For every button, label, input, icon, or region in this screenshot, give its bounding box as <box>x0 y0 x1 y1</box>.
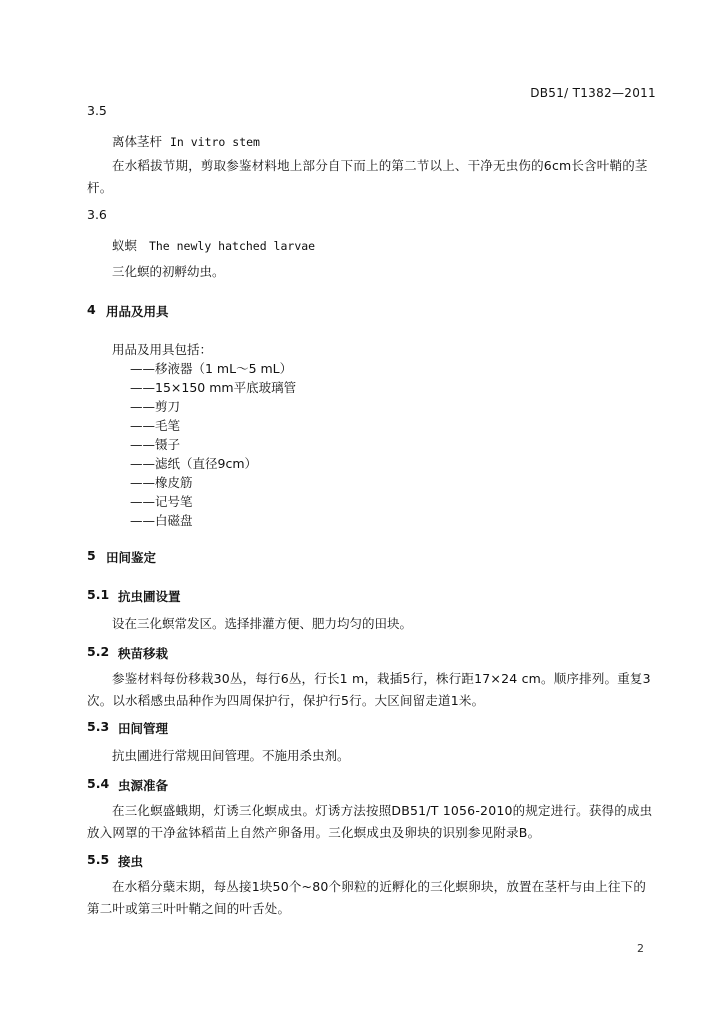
section-5-number: 5 <box>87 548 96 563</box>
term-3-5-cn: 离体茎杆 <box>112 134 163 149</box>
section-5-title: 田间鉴定 <box>106 550 157 565</box>
section-4-title: 用品及用具 <box>106 304 169 319</box>
term-3-6-en: The newly hatched larvae <box>148 239 316 253</box>
section-5-4-number: 5.4 <box>87 776 110 791</box>
list-item: ——白磁盘 <box>130 513 193 528</box>
definition-3-5: 在水稻拔节期，剪取参鉴材料地上部分自下而上的第二节以上、干净无虫伤的6cm长含叶鞘的茎杆。 <box>87 158 648 195</box>
section-3-5-number: 3.5 <box>87 103 107 118</box>
section-5-4-title: 虫源准备 <box>118 778 169 793</box>
list-item: ——镊子 <box>130 437 181 452</box>
definition-3-6: 三化螟的初孵幼虫。 <box>112 264 225 279</box>
section-5-4-text: 在三化螟盛蛾期，灯诱三化螟成虫。灯诱方法按照DB51/T 1056-2010的规定进行。获得的成虫放入网罩的干净盆钵稻苗上自然产卵备用。三化螟成虫及卵块的识别参见附录B。 <box>87 803 653 840</box>
term-3-6 <box>112 236 315 254</box>
section-3-6-number: 3.6 <box>87 207 107 222</box>
term-3-5 <box>112 132 260 150</box>
term-3-6-cn: 蚁螟 <box>112 238 138 253</box>
document-id-header: DB51/ T1382—2011 <box>530 86 656 100</box>
page-number: 2 <box>637 942 644 955</box>
list-item: ——剪刀 <box>130 399 181 414</box>
section-5-2-number: 5.2 <box>87 644 110 659</box>
section-5-5-number: 5.5 <box>87 852 110 867</box>
section-5-3-text: 抗虫圃进行常规田间管理。不施用杀虫剂。 <box>112 748 350 763</box>
section-4-number: 4 <box>87 302 96 317</box>
section-5-5-text: 在水稻分蘖末期，每丛接1块50个~80个卵粒的近孵化的三化螟卵块，放置在茎杆与由上往下的第二叶或第三叶叶鞘之间的叶舌处。 <box>87 879 647 916</box>
section-5-5-title: 接虫 <box>118 854 144 869</box>
list-item: ——15×150 mm平底玻璃管 <box>130 380 297 395</box>
section-5-3-number: 5.3 <box>87 719 110 734</box>
list-item: ——橡皮筋 <box>130 475 193 490</box>
section-5-1-text: 设在三化螟常发区。选择排灌方便、肥力均匀的田块。 <box>112 616 413 631</box>
list-item: ——毛笔 <box>130 418 181 433</box>
section-5-2-text: 参鉴材料每份移栽30丛，每行6丛，行长1 m，栽插5行，株行距17×24 cm。顺序排列。重复3次。以水稻感虫品种作为四周保护行，保护行5行。大区间留走道1米。 <box>87 671 651 708</box>
section-4-intro: 用品及用具包括： <box>112 342 213 357</box>
section-5-2-title: 秧苗移栽 <box>118 646 169 661</box>
section-5-3-title: 田间管理 <box>118 721 169 736</box>
term-3-5-en: In vitro stem <box>169 135 260 149</box>
list-item: ——滤纸（直径9cm） <box>130 456 258 471</box>
section-5-1-number: 5.1 <box>87 587 110 602</box>
section-5-1-title: 抗虫圃设置 <box>118 589 181 604</box>
list-item: ——记号笔 <box>130 494 193 509</box>
list-item: ——移液器（1 mL～5 mL） <box>130 361 293 376</box>
